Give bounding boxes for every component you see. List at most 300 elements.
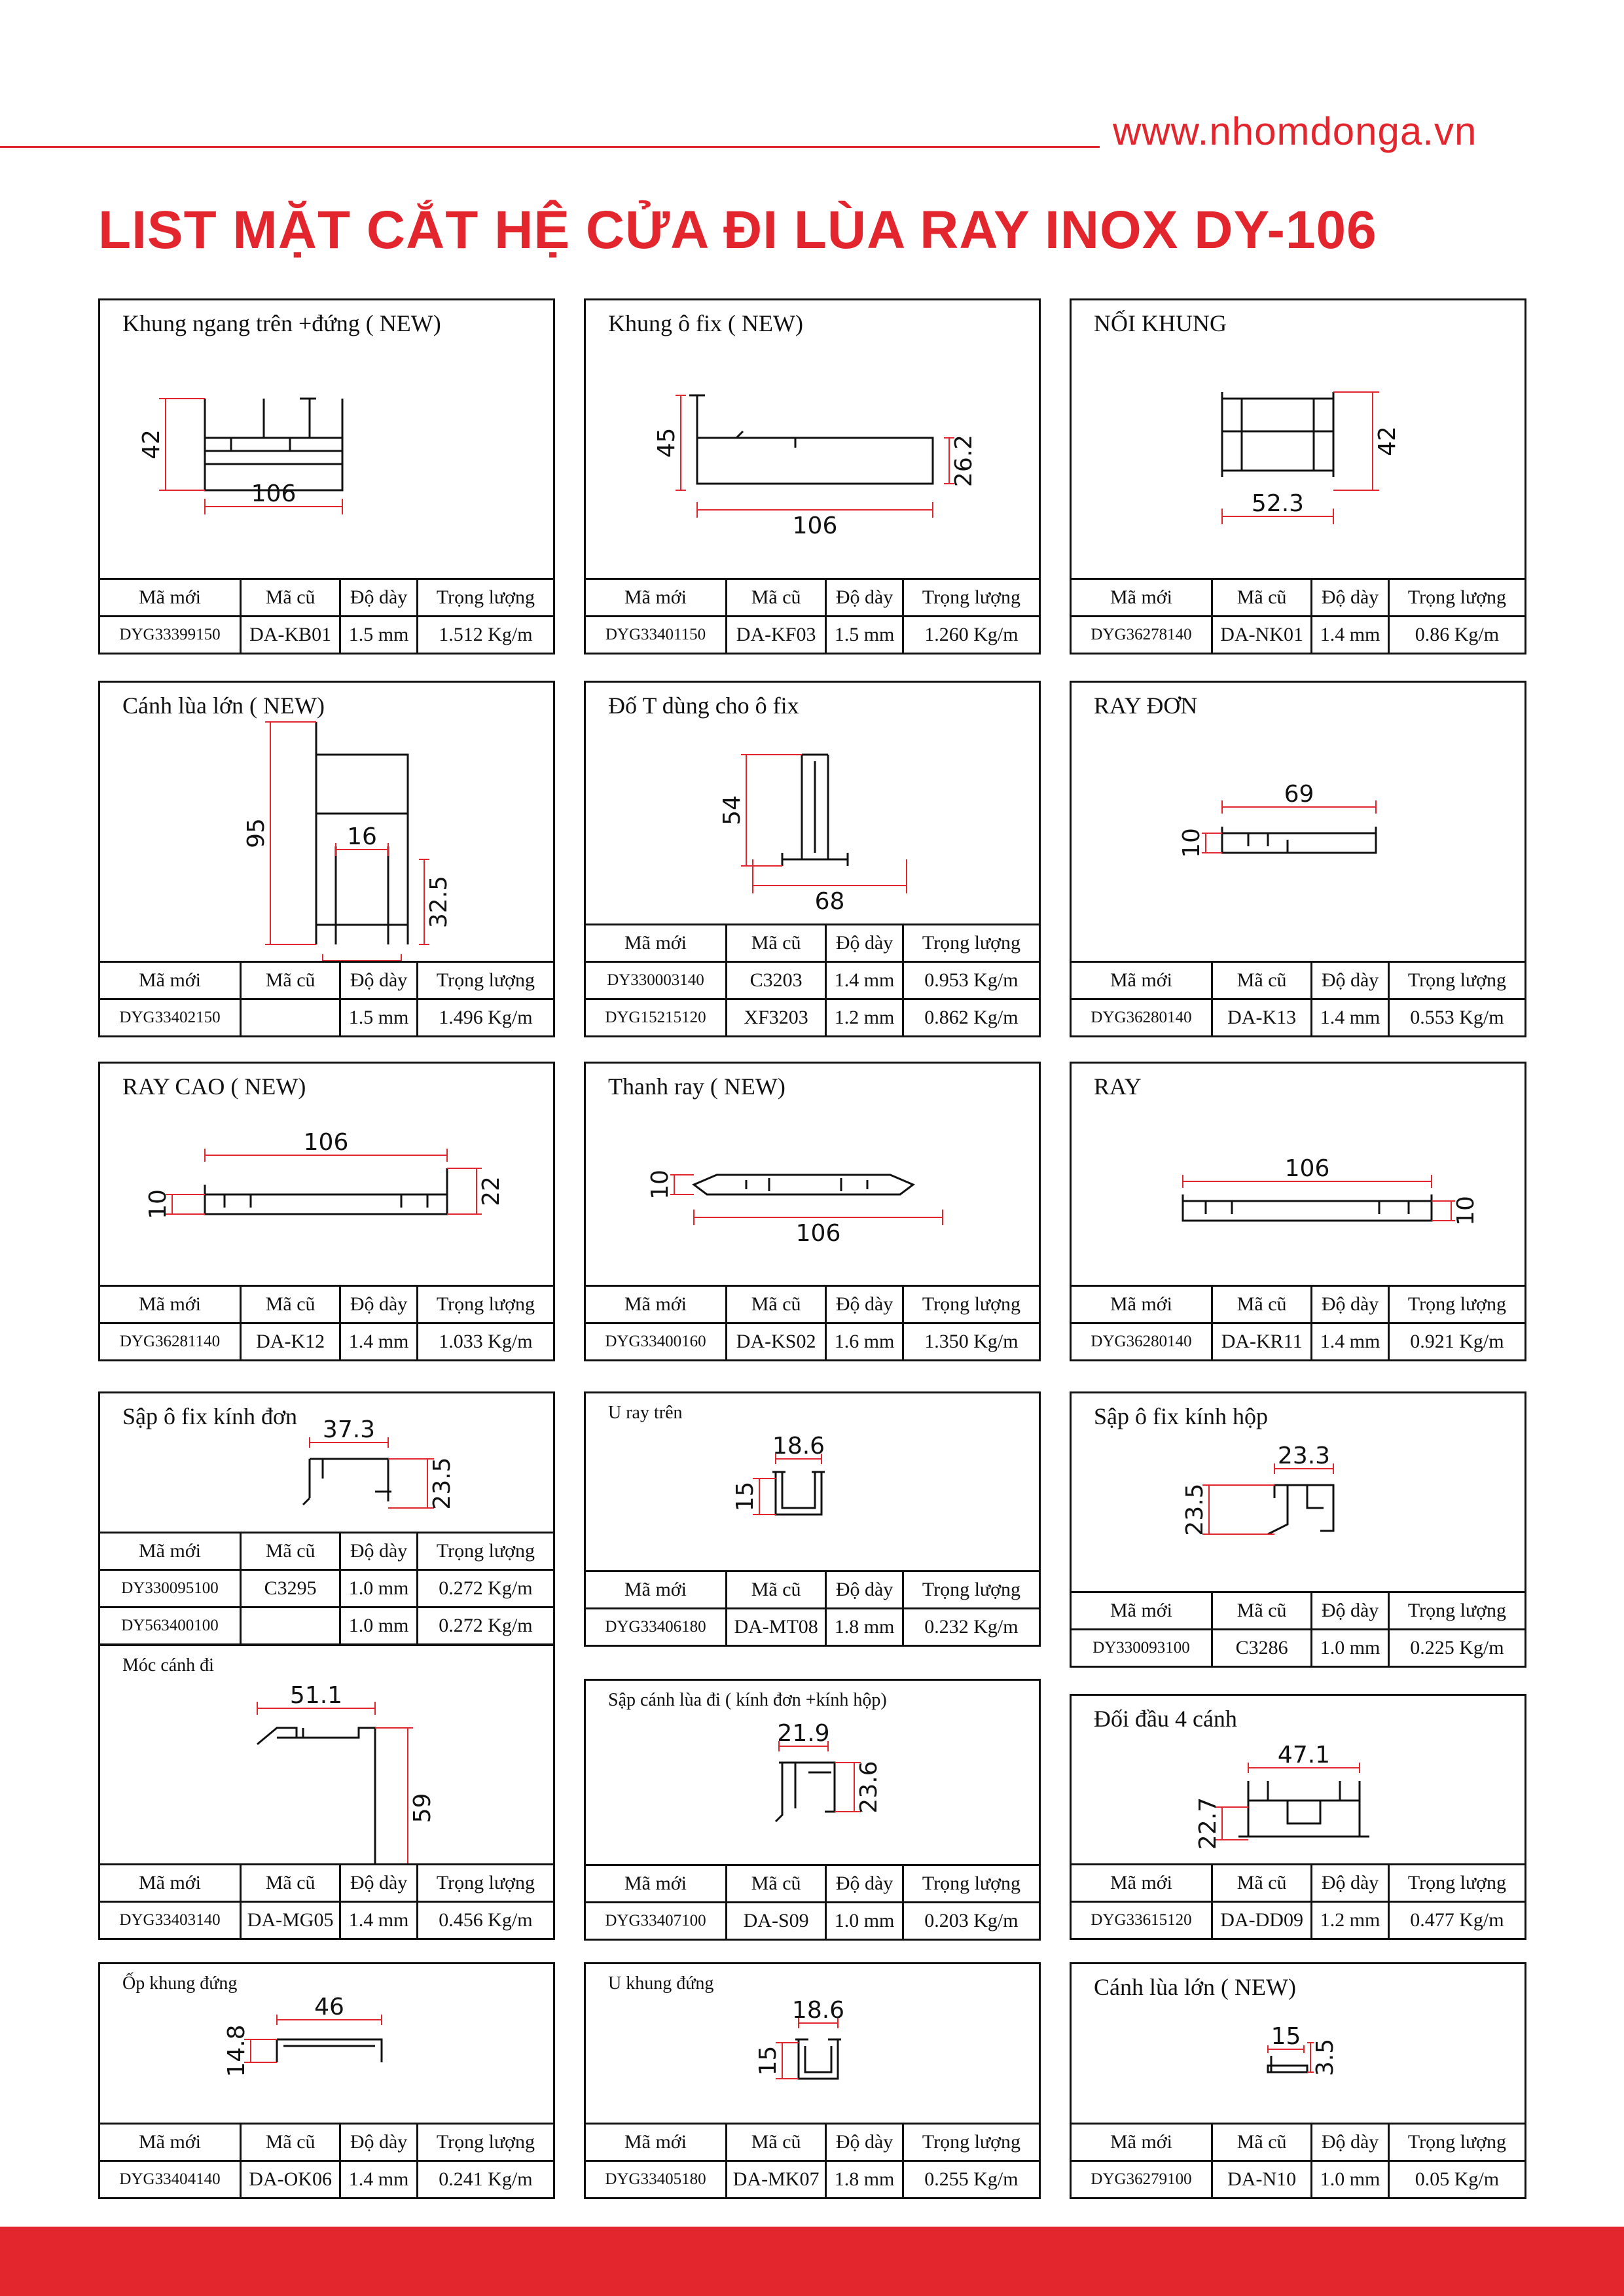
- spec-table: [100, 1863, 553, 1938]
- spec-table: [586, 924, 1039, 1035]
- profile-name: Thanh ray ( NEW): [608, 1073, 785, 1100]
- header-ma-moi: Mã mới: [100, 1533, 241, 1570]
- spec-header-row: [100, 1865, 553, 1902]
- header-ma-cu: Mã cũ: [727, 579, 826, 617]
- header-trong-luong: Trọng lượng: [417, 1533, 553, 1570]
- header-ma-moi: Mã mới: [1072, 579, 1212, 617]
- page-title: LIST MẶT CẮT HỆ CỬA ĐI LÙA RAY INOX DY-106: [98, 200, 1377, 260]
- spec-table: [1072, 961, 1525, 1035]
- header-trong-luong: Trọng lượng: [417, 962, 553, 999]
- spec-table: [586, 578, 1039, 653]
- spec-table: [1072, 1285, 1525, 1359]
- cell-trong-luong: 1.033 Kg/m: [417, 1323, 553, 1360]
- spec-header-row: [100, 1533, 553, 1570]
- cell-do-day: 1.5 mm: [826, 617, 903, 653]
- dimension-label: 21.9: [777, 1720, 830, 1747]
- profile-card: [98, 681, 555, 1037]
- table-row: [1072, 617, 1525, 653]
- header-ma-cu: Mã cũ: [241, 1865, 340, 1902]
- profile-name: Khung ô fix ( NEW): [608, 310, 803, 336]
- header-trong-luong: Trọng lượng: [417, 1286, 553, 1323]
- profile-name: Khung ngang trên +đứng ( NEW): [122, 310, 441, 336]
- cell-ma-cu: C3286: [1212, 1630, 1312, 1666]
- cell-ma-moi: DYG36278140: [1072, 617, 1212, 653]
- cell-ma-cu: DA-KB01: [241, 617, 340, 653]
- cell-do-day: 1.4 mm: [340, 2161, 418, 2198]
- spec-table: [100, 1532, 553, 1643]
- table-row: [586, 999, 1039, 1036]
- cell-ma-cu: C3295: [241, 1570, 340, 1607]
- header-do-day: Độ dày: [826, 1286, 903, 1323]
- cell-do-day: 1.4 mm: [1312, 999, 1389, 1036]
- cell-do-day: 1.2 mm: [826, 999, 903, 1036]
- header-trong-luong: Trọng lượng: [903, 1286, 1039, 1323]
- cell-ma-cu: DA-MT08: [727, 1609, 826, 1645]
- header-do-day: Độ dày: [826, 2124, 903, 2161]
- dimension-label: 15: [732, 1481, 759, 1512]
- header-ma-moi: Mã mới: [100, 1865, 241, 1902]
- profile-section-drawing: [1072, 300, 1525, 578]
- spec-table: [100, 1285, 553, 1359]
- cell-ma-cu: DA-OK06: [241, 2161, 340, 2198]
- header-ma-moi: Mã mới: [586, 579, 727, 617]
- profile-section-drawing: [100, 683, 553, 961]
- profile-name: U khung đứng: [608, 1973, 714, 1994]
- spec-header-row: [586, 1865, 1039, 1903]
- spec-header-row: [100, 2124, 553, 2161]
- header-do-day: Độ dày: [340, 1286, 418, 1323]
- spec-header-row: [1072, 962, 1525, 999]
- profile-name: Đối đầu 4 cánh: [1094, 1706, 1237, 1732]
- header-do-day: Độ dày: [1312, 2124, 1389, 2161]
- dimension-label: 23.6: [856, 1761, 882, 1814]
- profile-section-drawing: [586, 1393, 1039, 1570]
- header-do-day: Độ dày: [826, 925, 903, 962]
- cell-ma-cu: DA-KS02: [727, 1323, 826, 1360]
- header-trong-luong: Trọng lượng: [903, 1571, 1039, 1609]
- cell-ma-moi: DYG33615120: [1072, 1902, 1212, 1939]
- cell-trong-luong: 1.260 Kg/m: [903, 617, 1039, 653]
- header-do-day: Độ dày: [340, 1533, 418, 1570]
- spec-table: [586, 1570, 1039, 1645]
- profile-section-drawing: [586, 1964, 1039, 2123]
- spec-table: [586, 1285, 1039, 1359]
- header-ma-cu: Mã cũ: [241, 2124, 340, 2161]
- header-ma-moi: Mã mới: [1072, 2124, 1212, 2161]
- dimension-label: 51.1: [289, 1682, 343, 1709]
- profile-name: RAY: [1094, 1073, 1142, 1100]
- header-ma-cu: Mã cũ: [1212, 1865, 1312, 1902]
- cell-trong-luong: 0.272 Kg/m: [417, 1570, 553, 1607]
- dimension-label: 106: [1284, 1155, 1330, 1182]
- header-do-day: Độ dày: [340, 2124, 418, 2161]
- profile-section-drawing: [586, 1064, 1039, 1285]
- cell-ma-moi: DYG36280140: [1072, 1323, 1212, 1360]
- header-ma-moi: Mã mới: [586, 925, 727, 962]
- profile-section-drawing: [100, 1393, 553, 1532]
- cell-trong-luong: 1.496 Kg/m: [417, 999, 553, 1036]
- header-ma-moi: Mã mới: [100, 962, 241, 999]
- dimension-label: 23.5: [429, 1457, 456, 1510]
- profile-card: [584, 1679, 1041, 1941]
- cell-ma-moi: DYG36279100: [1072, 2161, 1212, 2198]
- spec-table: [1072, 1591, 1525, 1666]
- cell-trong-luong: 0.272 Kg/m: [417, 1607, 553, 1644]
- cell-trong-luong: 0.477 Kg/m: [1388, 1902, 1525, 1939]
- cell-ma-moi: DYG33399150: [100, 617, 241, 653]
- table-row: [586, 1323, 1039, 1360]
- profile-card: [98, 1644, 555, 1940]
- cell-trong-luong: 0.05 Kg/m: [1388, 2161, 1525, 2198]
- cell-ma-moi: DYG36280140: [1072, 999, 1212, 1036]
- profile-card: [1070, 298, 1526, 655]
- header-ma-cu: Mã cũ: [1212, 1592, 1312, 1630]
- spec-table: [1072, 2123, 1525, 2197]
- dimension-label: 22.7: [1195, 1797, 1221, 1850]
- header-do-day: Độ dày: [340, 962, 418, 999]
- header-ma-moi: Mã mới: [586, 1865, 727, 1903]
- cell-ma-cu: DA-N10: [1212, 2161, 1312, 2198]
- header-trong-luong: Trọng lượng: [1388, 962, 1525, 999]
- profile-section-drawing: [100, 300, 553, 578]
- table-row: [586, 1903, 1039, 1939]
- dimension-label: 106: [792, 512, 838, 539]
- spec-table: [1072, 1863, 1525, 1938]
- header-do-day: Độ dày: [1312, 1592, 1389, 1630]
- table-row: [586, 2161, 1039, 2198]
- table-row: [100, 1607, 553, 1644]
- cell-trong-luong: 0.255 Kg/m: [903, 2161, 1039, 2198]
- table-row: [586, 617, 1039, 653]
- cell-trong-luong: 1.512 Kg/m: [417, 617, 553, 653]
- header-ma-cu: Mã cũ: [241, 962, 340, 999]
- header-do-day: Độ dày: [1312, 1865, 1389, 1902]
- profile-card: [98, 1391, 555, 1645]
- profile-card: [1070, 1062, 1526, 1361]
- profile-section-drawing: [586, 683, 1039, 924]
- table-row: [1072, 1630, 1525, 1666]
- spec-header-row: [1072, 1286, 1525, 1323]
- header-trong-luong: Trọng lượng: [1388, 1286, 1525, 1323]
- dimension-label: 106: [251, 480, 297, 507]
- profile-section-drawing: [1072, 1393, 1525, 1591]
- dimension-label: 18.6: [791, 1997, 845, 2024]
- dimension-label: 106: [303, 1129, 349, 1156]
- header-ma-cu: Mã cũ: [727, 1286, 826, 1323]
- cell-ma-cu: XF3203: [727, 999, 826, 1036]
- dimension-label: 45: [653, 427, 680, 458]
- profile-card: [98, 298, 555, 655]
- dimension-label: 3.5: [1312, 2038, 1339, 2077]
- cell-ma-moi: DYG33406180: [586, 1609, 727, 1645]
- cell-do-day: 1.5 mm: [340, 617, 418, 653]
- profile-name: Đố T dùng cho ô fix: [608, 692, 799, 719]
- dimension-label: 59: [409, 1793, 436, 1823]
- header-ma-moi: Mã mới: [100, 2124, 241, 2161]
- spec-header-row: [586, 925, 1039, 962]
- table-row: [586, 962, 1039, 999]
- cell-trong-luong: 0.456 Kg/m: [417, 1902, 553, 1939]
- cell-do-day: 1.4 mm: [340, 1323, 418, 1360]
- header-ma-moi: Mã mới: [100, 1286, 241, 1323]
- cell-do-day: 1.2 mm: [1312, 1902, 1389, 1939]
- dimension-label: 95: [243, 818, 270, 848]
- footer-bar: [0, 2227, 1624, 2296]
- profile-card: [584, 298, 1041, 655]
- cell-trong-luong: 0.225 Kg/m: [1388, 1630, 1525, 1666]
- header-ma-cu: Mã cũ: [241, 1286, 340, 1323]
- table-row: [1072, 999, 1525, 1036]
- profile-name: Cánh lùa lớn ( NEW): [1094, 1974, 1296, 2000]
- header-do-day: Độ dày: [1312, 962, 1389, 999]
- cell-ma-cu: [241, 1607, 340, 1644]
- cell-ma-cu: DA-NK01: [1212, 617, 1312, 653]
- table-row: [1072, 2161, 1525, 2198]
- header-ma-moi: Mã mới: [100, 579, 241, 617]
- dimension-label: 54: [719, 795, 746, 825]
- dimension-label: 47.1: [1277, 1742, 1331, 1768]
- table-row: [100, 2161, 553, 2198]
- dimension-label: 18.6: [772, 1433, 825, 1460]
- header-ma-cu: Mã cũ: [241, 1533, 340, 1570]
- header-trong-luong: Trọng lượng: [1388, 579, 1525, 617]
- spec-header-row: [1072, 1592, 1525, 1630]
- dimension-label: 106: [795, 1220, 841, 1247]
- profile-name: Móc cánh đi: [122, 1655, 214, 1676]
- cell-trong-luong: 0.862 Kg/m: [903, 999, 1039, 1036]
- dimension-label: 10: [1178, 828, 1205, 858]
- header-ma-cu: Mã cũ: [1212, 2124, 1312, 2161]
- spec-header-row: [586, 579, 1039, 617]
- profile-section-drawing: [586, 1681, 1039, 1864]
- profile-card: [98, 1062, 555, 1361]
- dimension-label: 23.3: [1277, 1443, 1331, 1469]
- cell-trong-luong: 0.953 Kg/m: [903, 962, 1039, 999]
- cell-ma-moi: DY330003140: [586, 962, 727, 999]
- dimension-label: 23.5: [1182, 1483, 1208, 1536]
- header-trong-luong: Trọng lượng: [1388, 1865, 1525, 1902]
- header-do-day: Độ dày: [1312, 579, 1389, 617]
- cell-ma-cu: [241, 999, 340, 1036]
- cell-do-day: 1.0 mm: [340, 1607, 418, 1644]
- dimension-label: 42: [138, 429, 165, 459]
- header-trong-luong: Trọng lượng: [417, 1865, 553, 1902]
- profile-section-drawing: [100, 1064, 553, 1285]
- profile-section-drawing: [586, 300, 1039, 578]
- website-link[interactable]: www.nhomdonga.vn: [1113, 109, 1477, 153]
- header-trong-luong: Trọng lượng: [417, 2124, 553, 2161]
- cell-ma-cu: DA-KR11: [1212, 1323, 1312, 1360]
- cell-ma-moi: DYG15215120: [586, 999, 727, 1036]
- table-row: [586, 1609, 1039, 1645]
- header-do-day: Độ dày: [340, 1865, 418, 1902]
- profile-name: U ray trên: [608, 1403, 683, 1423]
- cell-ma-moi: DYG33407100: [586, 1903, 727, 1939]
- header-ma-moi: Mã mới: [586, 2124, 727, 2161]
- profile-name: Ốp khung đứng: [122, 1973, 238, 1994]
- profile-section-drawing: [1072, 1696, 1525, 1863]
- cell-trong-luong: 0.232 Kg/m: [903, 1609, 1039, 1645]
- cell-ma-cu: C3203: [727, 962, 826, 999]
- profile-section-drawing: [100, 1646, 553, 1863]
- cell-ma-moi: DYG33404140: [100, 2161, 241, 2198]
- spec-header-row: [586, 1571, 1039, 1609]
- profile-card: [584, 1062, 1041, 1361]
- profile-card: [1070, 1962, 1526, 2199]
- header-do-day: Độ dày: [340, 579, 418, 617]
- dimension-label: 14.8: [223, 2024, 250, 2077]
- dimension-label: 16: [347, 823, 377, 850]
- header-ma-cu: Mã cũ: [727, 1865, 826, 1903]
- header-ma-moi: Mã mới: [1072, 1592, 1212, 1630]
- header-ma-moi: Mã mới: [1072, 962, 1212, 999]
- cell-do-day: 1.0 mm: [1312, 1630, 1389, 1666]
- header-ma-cu: Mã cũ: [727, 1571, 826, 1609]
- cell-trong-luong: 0.241 Kg/m: [417, 2161, 553, 2198]
- spec-table: [586, 2123, 1039, 2197]
- spec-header-row: [1072, 2124, 1525, 2161]
- header-ma-moi: Mã mới: [586, 1571, 727, 1609]
- header-trong-luong: Trọng lượng: [1388, 1592, 1525, 1630]
- dimension-label: 10: [1453, 1196, 1479, 1226]
- profile-name: Sập ô fix kính hộp: [1094, 1403, 1268, 1429]
- profile-section-drawing: [100, 1964, 553, 2123]
- table-row: [100, 999, 553, 1036]
- table-row: [1072, 1902, 1525, 1939]
- spec-header-row: [1072, 579, 1525, 617]
- dimension-label: 15: [1271, 2023, 1301, 2050]
- header-ma-cu: Mã cũ: [1212, 962, 1312, 999]
- profile-name: NỐI KHUNG: [1094, 310, 1227, 336]
- spec-table: [586, 1864, 1039, 1939]
- profile-name: RAY ĐƠN: [1094, 692, 1198, 719]
- cell-trong-luong: 0.86 Kg/m: [1388, 617, 1525, 653]
- cell-do-day: 1.4 mm: [340, 1902, 418, 1939]
- header-trong-luong: Trọng lượng: [903, 1865, 1039, 1903]
- table-row: [100, 617, 553, 653]
- dimension-label: 46: [314, 1994, 344, 2020]
- profile-card: [1070, 1391, 1526, 1668]
- header-rule: [0, 146, 1100, 148]
- cell-trong-luong: 0.553 Kg/m: [1388, 999, 1525, 1036]
- cell-ma-moi: DYG33401150: [586, 617, 727, 653]
- cell-do-day: 1.4 mm: [826, 962, 903, 999]
- cell-ma-moi: DY563400100: [100, 1607, 241, 1644]
- header-ma-cu: Mã cũ: [727, 925, 826, 962]
- profile-card: [584, 1391, 1041, 1647]
- dimension-label: 10: [647, 1170, 674, 1200]
- profile-section-drawing: [1072, 1964, 1525, 2123]
- cell-do-day: 1.4 mm: [1312, 1323, 1389, 1360]
- header-do-day: Độ dày: [826, 1865, 903, 1903]
- cell-ma-cu: DA-DD09: [1212, 1902, 1312, 1939]
- cell-ma-moi: DYG33402150: [100, 999, 241, 1036]
- header-ma-moi: Mã mới: [1072, 1865, 1212, 1902]
- cell-do-day: 1.8 mm: [826, 1609, 903, 1645]
- dimension-label: 26.2: [950, 434, 977, 488]
- cell-trong-luong: 0.203 Kg/m: [903, 1903, 1039, 1939]
- cell-ma-cu: DA-KF03: [727, 617, 826, 653]
- spec-table: [100, 578, 553, 653]
- cell-do-day: 1.5 mm: [340, 999, 418, 1036]
- header-do-day: Độ dày: [1312, 1286, 1389, 1323]
- dimension-label: 42: [1374, 426, 1401, 456]
- dimension-label: 37.3: [322, 1416, 376, 1443]
- profile-name: Sập ô fix kính đơn: [122, 1403, 298, 1429]
- header-do-day: Độ dày: [826, 579, 903, 617]
- header-do-day: Độ dày: [826, 1571, 903, 1609]
- header-trong-luong: Trọng lượng: [417, 579, 553, 617]
- spec-header-row: [586, 1286, 1039, 1323]
- dimension-label: 10: [145, 1189, 171, 1219]
- header-ma-cu: Mã cũ: [1212, 1286, 1312, 1323]
- table-row: [100, 1570, 553, 1607]
- dimension-label: 69: [1284, 781, 1314, 808]
- cell-trong-luong: 0.921 Kg/m: [1388, 1323, 1525, 1360]
- spec-header-row: [586, 2124, 1039, 2161]
- header-trong-luong: Trọng lượng: [1388, 2124, 1525, 2161]
- dimension-label: 32.5: [425, 875, 452, 929]
- cell-ma-cu: DA-MK07: [727, 2161, 826, 2198]
- cell-do-day: 1.6 mm: [826, 1323, 903, 1360]
- dimension-label: 15: [755, 2045, 782, 2076]
- cell-ma-moi: DYG33405180: [586, 2161, 727, 2198]
- spec-header-row: [100, 1286, 553, 1323]
- cell-do-day: 1.8 mm: [826, 2161, 903, 2198]
- header-ma-cu: Mã cũ: [1212, 579, 1312, 617]
- profile-card: [584, 681, 1041, 1037]
- spec-table: [1072, 578, 1525, 653]
- cell-do-day: 1.0 mm: [340, 1570, 418, 1607]
- dimension-label: 68: [814, 888, 845, 915]
- cell-ma-moi: DYG33400160: [586, 1323, 727, 1360]
- table-row: [1072, 1323, 1525, 1360]
- header-ma-cu: Mã cũ: [241, 579, 340, 617]
- spec-header-row: [1072, 1865, 1525, 1902]
- cell-ma-cu: DA-K12: [241, 1323, 340, 1360]
- cell-ma-moi: DY330095100: [100, 1570, 241, 1607]
- cell-ma-moi: DYG33403140: [100, 1902, 241, 1939]
- cell-do-day: 1.0 mm: [826, 1903, 903, 1939]
- cell-ma-moi: DY330093100: [1072, 1630, 1212, 1666]
- spec-header-row: [100, 579, 553, 617]
- header-trong-luong: Trọng lượng: [903, 925, 1039, 962]
- table-row: [100, 1902, 553, 1939]
- cell-ma-cu: DA-MG05: [241, 1902, 340, 1939]
- header-trong-luong: Trọng lượng: [903, 579, 1039, 617]
- table-row: [100, 1323, 553, 1360]
- header-ma-moi: Mã mới: [586, 1286, 727, 1323]
- profile-name: Sập cánh lùa đi ( kính đơn +kính hộp): [608, 1690, 887, 1710]
- spec-table: [100, 2123, 553, 2197]
- profile-section-drawing: [1072, 683, 1525, 961]
- profile-card: [584, 1962, 1041, 2199]
- cell-ma-moi: DYG36281140: [100, 1323, 241, 1360]
- dimension-label: 52.3: [1251, 490, 1305, 517]
- dimension-label: 22: [478, 1176, 505, 1206]
- profile-card: [98, 1962, 555, 2199]
- cell-trong-luong: 1.350 Kg/m: [903, 1323, 1039, 1360]
- cell-ma-cu: DA-S09: [727, 1903, 826, 1939]
- profile-name: Cánh lùa lớn ( NEW): [122, 692, 325, 719]
- profile-section-drawing: [1072, 1064, 1525, 1285]
- header-trong-luong: Trọng lượng: [903, 2124, 1039, 2161]
- profile-card: [1070, 681, 1526, 1037]
- cell-do-day: 1.0 mm: [1312, 2161, 1389, 2198]
- cell-do-day: 1.4 mm: [1312, 617, 1389, 653]
- profile-card: [1070, 1694, 1526, 1940]
- spec-header-row: [100, 962, 553, 999]
